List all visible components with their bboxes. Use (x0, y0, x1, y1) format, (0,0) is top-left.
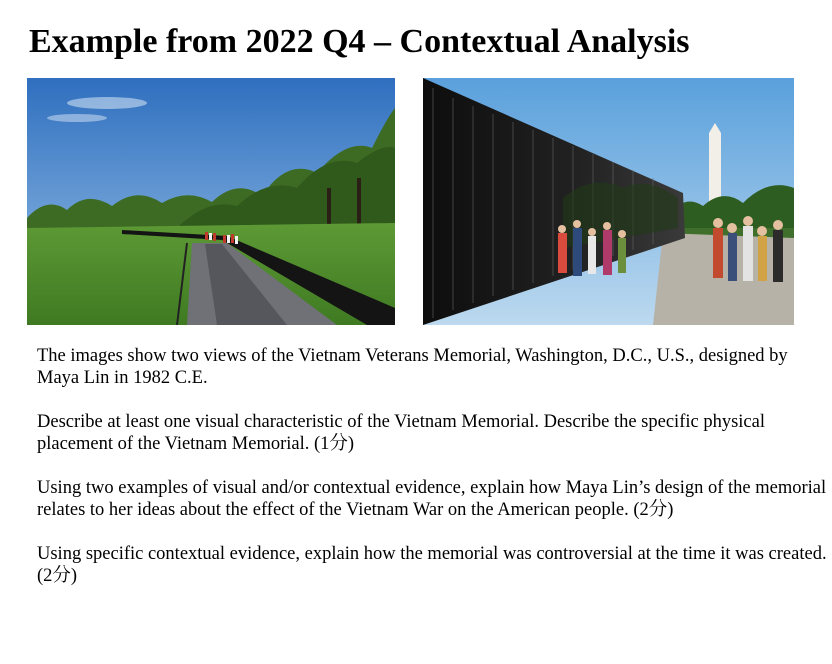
question-text (37, 345, 827, 609)
question-2: Using two examples of visual and/or contextual evidence, explain how Maya Lin’s design of the memorial relates to her ideas about the effect of the Vietnam War on the American people. (2分) (37, 478, 827, 520)
memorial-lawn-photo (27, 78, 395, 325)
page-title: Example from 2022 Q4 – Contextual Analysis (29, 23, 690, 60)
question-3: Using specific contextual evidence, explain how the memorial was controversial at the time it was created. (2分) (37, 544, 827, 586)
question-1: Describe at least one visual characteristic of the Vietnam Memorial. Describe the specific physical placement of the Vietnam Memorial. (1分) (37, 412, 765, 454)
intro-paragraph: The images show two views of the Vietnam Veterans Memorial, Washington, D.C., U.S., designed by Maya Lin in 1982 C.E. (37, 346, 788, 388)
memorial-wall-reflection-photo (423, 78, 794, 325)
